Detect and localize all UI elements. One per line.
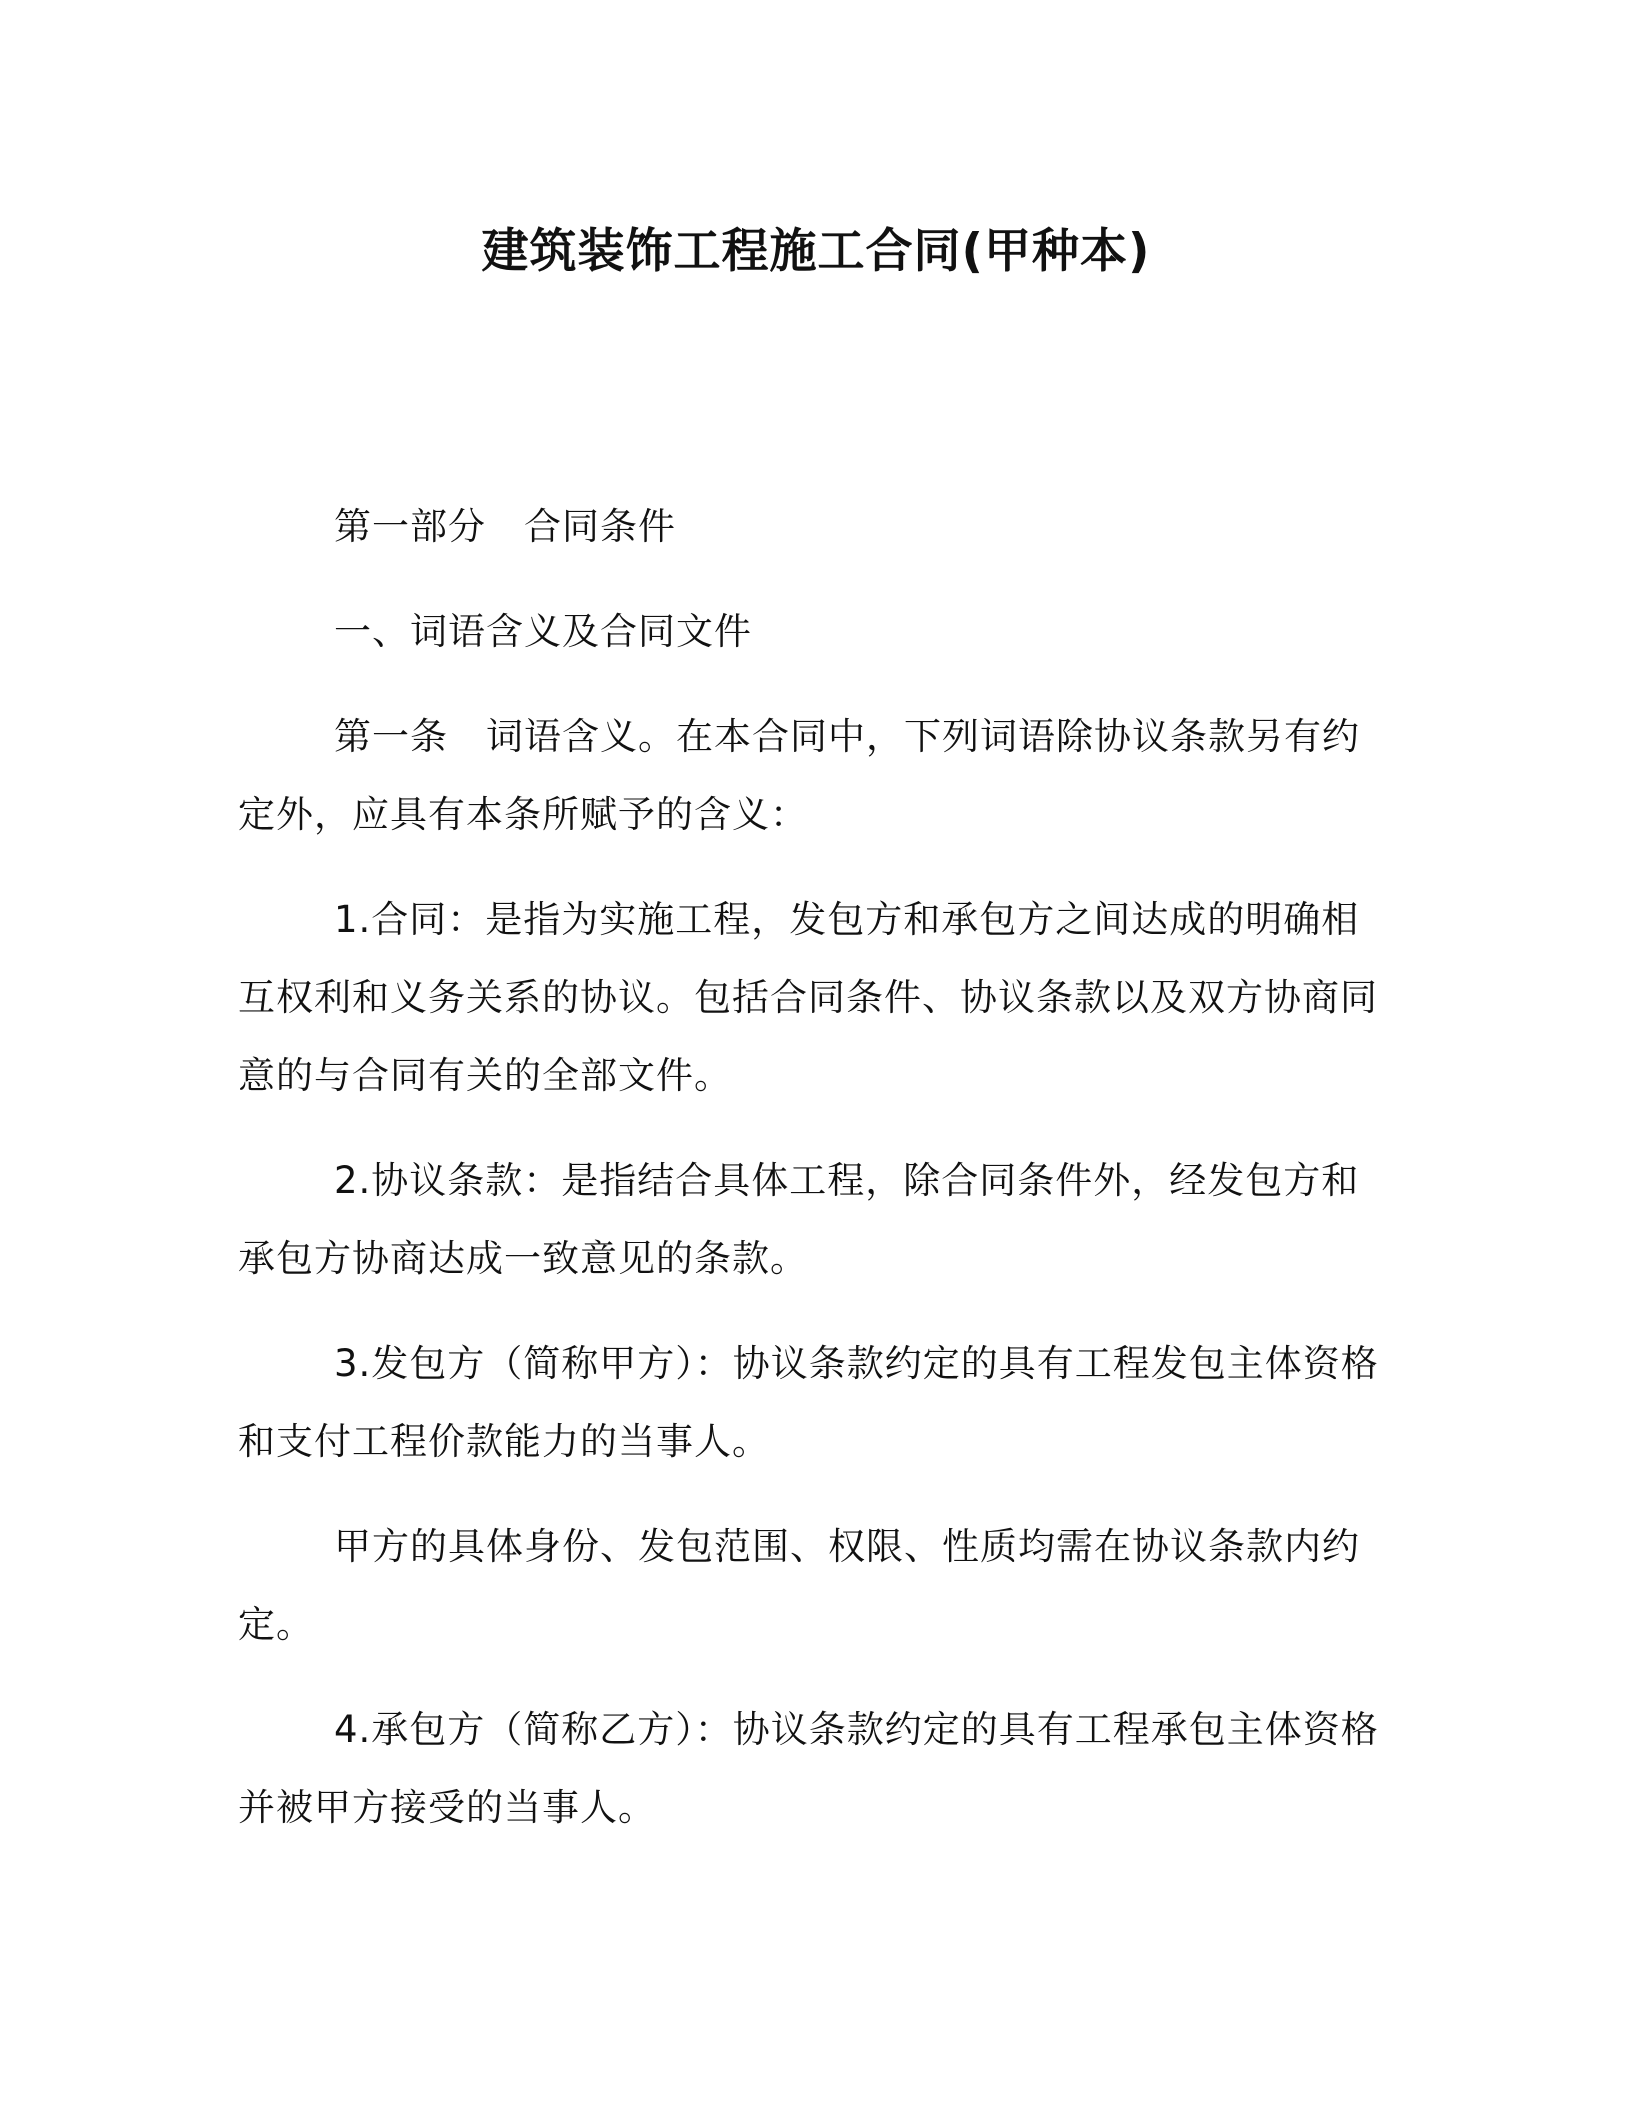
article-1-paragraph: 第一条 词语含义。在本合同中，下列词语除协议条款另有约定外，应具有本条所赋予的含义： bbox=[238, 715, 1360, 836]
definition-contract-paragraph: 1.合同：是指为实施工程，发包方和承包方之间达成的明确相互权利和义务关系的协议。包括合同条件、协议条款以及双方协商同意的与合同有关的全部文件。 bbox=[238, 898, 1378, 1097]
definition-party-a-paragraph: 3.发包方（简称甲方）：协议条款约定的具有工程发包主体资格和支付工程价款能力的当事人。 bbox=[238, 1342, 1379, 1463]
definition-agreement-terms-paragraph: 2.协议条款：是指结合具体工程，除合同条件外，经发包方和承包方协商达成一致意见的条款。 bbox=[238, 1159, 1360, 1280]
section-heading: 一、词语含义及合同文件 bbox=[334, 610, 752, 653]
definition-party-b-paragraph: 4.承包方（简称乙方）：协议条款约定的具有工程承包主体资格并被甲方接受的当事人。 bbox=[238, 1708, 1379, 1829]
document-title: 建筑装饰工程施工合同(甲种本) bbox=[481, 224, 1151, 279]
party-a-note-paragraph: 甲方的具体身份、发包范围、权限、性质均需在协议条款内约定。 bbox=[238, 1525, 1360, 1646]
document-body bbox=[238, 488, 1388, 1874]
part-heading: 第一部分 合同条件 bbox=[334, 505, 676, 548]
